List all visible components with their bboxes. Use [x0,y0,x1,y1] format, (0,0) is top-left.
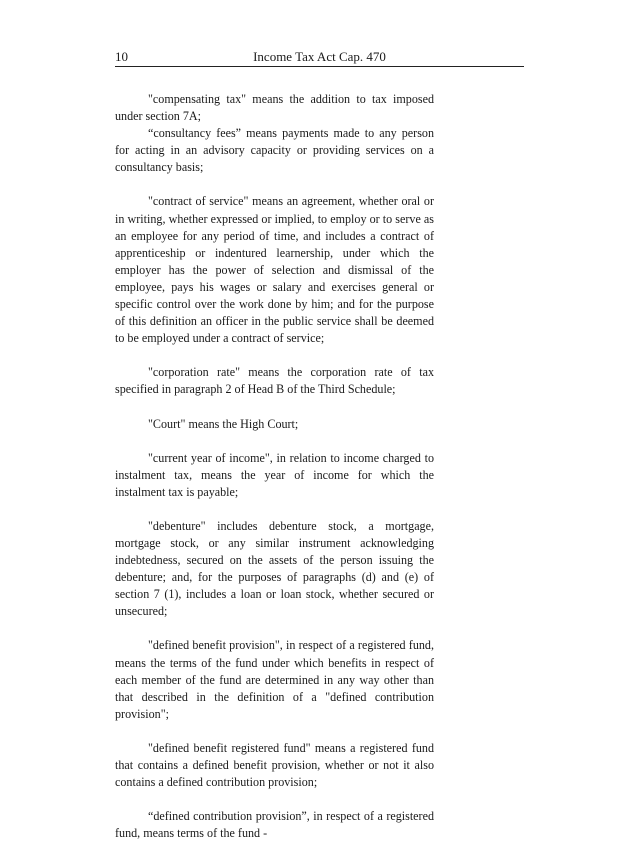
page-number: 10 [115,49,128,64]
definition-defined-benefit-registered-fund: "defined benefit registered fund" means a registered fund that contains a defined benefit provision, whether or not it also contains a defined contribution provision; [115,740,434,790]
definition-defined-contribution-provision: “defined contribution provision”, in respect of a registered fund, means terms of the fund - [115,809,434,841]
page-header [115,49,524,67]
definition-consultancy-fees: “consultancy fees” means payments made to any person for acting in an advisory capacity or providing services on a consultancy basis; [115,126,434,175]
definition-court: "Court" means the High Court; [148,416,299,431]
definition-corporation-rate: "corporation rate" means the corporation rate of tax specified in paragraph 2 of Head B of the Third Schedule; [115,365,434,397]
definition-defined-benefit-provision: "defined benefit provision", in respect of a registered fund, means the terms of the fund under which benefits in respect of each member of the fund are determined in any way other than that described in the definition of a "defined contribution provision"; [115,638,434,721]
definition-debenture: "debenture" includes debenture stock, a mortgage, mortgage stock, or any similar instrument acknowledging indebtedness, secured on the assets of the person issuing the debenture; and, for the purposes of paragraphs (d) and (e) of section 7 (1), includes a loan or loan stock, whether secured or unsecured; [115,518,434,619]
body-text [115,91,434,842]
definition-compensating-tax: "compensating tax" means the addition to tax imposed under section 7A; [115,92,434,124]
definition-contract-of-service: "contract of service" means an agreement, whether oral or in writing, whether expressed or implied, to employ or to serve as an employee for any period of time, and includes a contract of apprenticeship or indentured learnership, under which the employer has the power of selection and dismissal of the employee, pays his wages or salary and exercises general or specific control over the work done by him; and for the purpose of this definition an officer in the public service shall be deemed to be employed under a contract of service; [115,194,434,346]
definition-current-year-of-income: "current year of income", in relation to income charged to instalment tax, means the year of income for which the instalment tax is payable; [115,450,434,499]
running-title: Income Tax Act Cap. 470 [253,49,386,64]
